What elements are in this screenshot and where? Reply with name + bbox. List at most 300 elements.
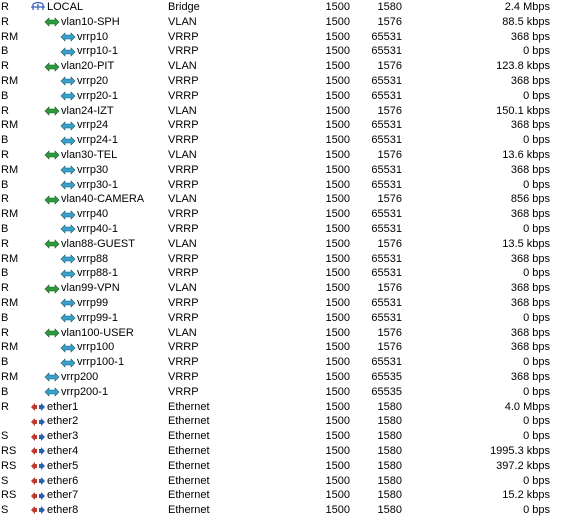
flags-cell: RM — [1, 30, 19, 43]
actual-mtu-cell: 1500 — [325, 370, 350, 383]
actual-mtu-cell: 1500 — [325, 208, 350, 221]
name-cell — [60, 118, 108, 133]
l2-mtu-cell: 65531 — [371, 356, 402, 369]
l2-mtu-cell: 1580 — [377, 504, 402, 517]
vlan-icon — [44, 16, 60, 28]
interface-row[interactable] — [0, 385, 562, 400]
tx-rate-cell: 368 bps — [510, 370, 550, 383]
l2-mtu-cell: 65535 — [371, 370, 402, 383]
interface-name: vrrp100-1 — [77, 356, 125, 369]
l2-mtu-cell: 65531 — [371, 89, 402, 102]
flags-cell: RM — [1, 208, 19, 221]
interface-name: ether8 — [47, 504, 79, 517]
type-cell: Ethernet — [168, 459, 210, 472]
interface-row[interactable] — [0, 459, 562, 474]
l2-mtu-cell: 65531 — [371, 311, 402, 324]
interface-row[interactable] — [0, 207, 562, 222]
tx-rate-cell: 368 bps — [510, 163, 550, 176]
interface-row[interactable] — [0, 281, 562, 296]
name-cell — [30, 488, 78, 503]
name-cell — [30, 459, 78, 474]
name-cell — [30, 474, 78, 489]
actual-mtu-cell: 1500 — [325, 489, 350, 502]
type-cell: VRRP — [168, 134, 199, 147]
bridge-icon — [30, 1, 46, 13]
vlan-icon — [44, 105, 60, 117]
type-cell: VLAN — [168, 104, 197, 117]
type-cell: Ethernet — [168, 415, 210, 428]
flags-cell: RM — [1, 252, 19, 265]
flags-cell: RM — [1, 119, 19, 132]
interface-row[interactable] — [0, 15, 562, 30]
tx-rate-cell: 397.2 kbps — [496, 459, 550, 472]
interface-name: vlan99-VPN — [61, 282, 120, 295]
name-cell — [44, 326, 134, 341]
type-cell: VRRP — [168, 296, 199, 309]
name-cell — [60, 163, 108, 178]
tx-rate-cell: 123.8 kbps — [496, 60, 550, 73]
flags-cell: RM — [1, 163, 19, 176]
interface-row[interactable] — [0, 222, 562, 237]
ethernet-icon — [30, 431, 46, 443]
l2-mtu-cell: 65531 — [371, 178, 402, 191]
actual-mtu-cell: 1500 — [325, 15, 350, 28]
actual-mtu-cell: 1500 — [325, 178, 350, 191]
l2-mtu-cell: 65531 — [371, 119, 402, 132]
flags-cell: B — [1, 45, 9, 58]
vrrp-icon — [60, 46, 76, 58]
tx-rate-cell: 368 bps — [510, 74, 550, 87]
actual-mtu-cell: 1500 — [325, 134, 350, 147]
name-cell — [44, 237, 135, 252]
actual-mtu-cell: 1500 — [325, 430, 350, 443]
interface-row[interactable] — [0, 355, 562, 370]
name-cell — [60, 222, 118, 237]
actual-mtu-cell: 1500 — [325, 89, 350, 102]
vrrp-icon — [60, 342, 76, 354]
name-cell — [60, 266, 118, 281]
name-cell — [44, 281, 120, 296]
ethernet-icon — [30, 460, 46, 472]
interface-row[interactable] — [0, 503, 562, 518]
actual-mtu-cell: 1500 — [325, 296, 350, 309]
interface-name: vrrp88-1 — [77, 267, 118, 280]
tx-rate-cell: 0 bps — [523, 385, 550, 398]
name-cell — [60, 207, 108, 222]
vlan-icon — [44, 283, 60, 295]
tx-rate-cell: 368 bps — [510, 208, 550, 221]
l2-mtu-cell: 1576 — [377, 341, 402, 354]
l2-mtu-cell: 65531 — [371, 222, 402, 235]
interface-row[interactable] — [0, 163, 562, 178]
vrrp-icon — [60, 75, 76, 87]
interface-name: vrrp200-1 — [61, 385, 109, 398]
actual-mtu-cell: 1500 — [325, 341, 350, 354]
interface-row[interactable] — [0, 311, 562, 326]
flags-cell: RM — [1, 370, 19, 383]
actual-mtu-cell: 1500 — [325, 148, 350, 161]
l2-mtu-cell: 1580 — [377, 400, 402, 413]
interface-name: vrrp24-1 — [77, 134, 118, 147]
interface-name: ether1 — [47, 400, 79, 413]
vrrp-icon — [60, 179, 76, 191]
interface-name: LOCAL — [47, 1, 84, 13]
flags-cell: R — [1, 193, 9, 206]
actual-mtu-cell: 1500 — [325, 45, 350, 58]
interface-name: vlan20-PIT — [61, 60, 115, 73]
vrrp-icon — [60, 312, 76, 324]
actual-mtu-cell: 1500 — [325, 504, 350, 517]
tx-rate-cell: 0 bps — [523, 134, 550, 147]
interface-name: vrrp20-1 — [77, 89, 118, 102]
type-cell: Ethernet — [168, 474, 210, 487]
interface-name: ether5 — [47, 459, 79, 472]
tx-rate-cell: 13.6 kbps — [502, 148, 550, 161]
actual-mtu-cell: 1500 — [325, 193, 350, 206]
l2-mtu-cell: 65531 — [371, 134, 402, 147]
flags-cell: B — [1, 89, 9, 102]
name-cell — [44, 15, 120, 30]
ethernet-icon — [30, 445, 46, 457]
tx-rate-cell: 0 bps — [523, 45, 550, 58]
tx-rate-cell: 368 bps — [510, 341, 550, 354]
tx-rate-cell: 88.5 kbps — [502, 15, 550, 28]
name-cell — [60, 178, 118, 193]
flags-cell: R — [1, 1, 9, 13]
flags-cell: R — [1, 326, 9, 339]
name-cell — [30, 414, 78, 429]
l2-mtu-cell: 65531 — [371, 30, 402, 43]
flags-cell: B — [1, 222, 9, 235]
name-cell — [44, 59, 114, 74]
interface-name: ether3 — [47, 430, 79, 443]
actual-mtu-cell: 1500 — [325, 444, 350, 457]
vrrp-icon — [44, 386, 60, 398]
interface-row[interactable] — [0, 89, 562, 104]
l2-mtu-cell: 65535 — [371, 385, 402, 398]
l2-mtu-cell: 65531 — [371, 74, 402, 87]
interface-name: ether4 — [47, 444, 79, 457]
interface-row[interactable] — [0, 266, 562, 281]
interface-name: vrrp20 — [77, 74, 109, 87]
type-cell: VRRP — [168, 222, 199, 235]
actual-mtu-cell: 1500 — [325, 356, 350, 369]
type-cell: VRRP — [168, 163, 199, 176]
actual-mtu-cell: 1500 — [325, 267, 350, 280]
ethernet-icon — [30, 416, 46, 428]
interface-row[interactable] — [0, 178, 562, 193]
actual-mtu-cell: 1500 — [325, 474, 350, 487]
l2-mtu-cell: 1576 — [377, 237, 402, 250]
l2-mtu-cell: 65531 — [371, 252, 402, 265]
interface-row[interactable] — [0, 104, 562, 119]
type-cell: VRRP — [168, 356, 199, 369]
interface-row[interactable] — [0, 30, 562, 45]
l2-mtu-cell: 1576 — [377, 15, 402, 28]
name-cell — [60, 133, 118, 148]
type-cell: Bridge — [168, 1, 200, 13]
interface-row[interactable] — [0, 296, 562, 311]
name-cell — [30, 444, 78, 459]
tx-rate-cell: 0 bps — [523, 474, 550, 487]
name-cell — [60, 89, 118, 104]
type-cell: Ethernet — [168, 489, 210, 502]
interface-name: vrrp99 — [77, 296, 109, 309]
type-cell: VRRP — [168, 89, 199, 102]
vlan-icon — [44, 194, 60, 206]
interface-row[interactable] — [0, 237, 562, 252]
l2-mtu-cell: 1580 — [377, 489, 402, 502]
interface-row[interactable] — [0, 74, 562, 89]
flags-cell: B — [1, 356, 9, 369]
type-cell: VLAN — [168, 237, 197, 250]
vrrp-icon — [60, 357, 76, 369]
interface-name: vrrp30-1 — [77, 178, 118, 191]
actual-mtu-cell: 1500 — [325, 385, 350, 398]
interface-row[interactable] — [0, 118, 562, 133]
actual-mtu-cell: 1500 — [325, 30, 350, 43]
l2-mtu-cell: 1580 — [377, 415, 402, 428]
tx-rate-cell: 368 bps — [510, 296, 550, 309]
name-cell — [44, 370, 98, 385]
type-cell: Ethernet — [168, 504, 210, 517]
interface-row[interactable] — [0, 370, 562, 385]
l2-mtu-cell: 1576 — [377, 326, 402, 339]
actual-mtu-cell: 1500 — [325, 60, 350, 73]
interface-name: vlan10-SPH — [61, 15, 120, 28]
type-cell: VRRP — [168, 385, 199, 398]
tx-rate-cell: 368 bps — [510, 252, 550, 265]
flags-cell: B — [1, 134, 9, 147]
type-cell: VRRP — [168, 341, 199, 354]
flags-cell: R — [1, 282, 9, 295]
l2-mtu-cell: 65531 — [371, 163, 402, 176]
name-cell — [60, 74, 108, 89]
l2-mtu-cell: 1576 — [377, 282, 402, 295]
actual-mtu-cell: 1500 — [325, 252, 350, 265]
type-cell: VRRP — [168, 370, 199, 383]
l2-mtu-cell: 1580 — [377, 459, 402, 472]
l2-mtu-cell: 1576 — [377, 104, 402, 117]
flags-cell: R — [1, 148, 9, 161]
flags-cell: RM — [1, 296, 19, 309]
tx-rate-cell: 368 bps — [510, 282, 550, 295]
vrrp-icon — [44, 371, 60, 383]
actual-mtu-cell: 1500 — [325, 415, 350, 428]
tx-rate-cell: 0 bps — [523, 311, 550, 324]
vlan-icon — [44, 238, 60, 250]
actual-mtu-cell: 1500 — [325, 459, 350, 472]
name-cell — [60, 355, 124, 370]
interface-name: vlan30-TEL — [61, 148, 118, 161]
interface-name: vlan88-GUEST — [61, 237, 135, 250]
name-cell — [30, 0, 83, 15]
tx-rate-cell: 368 bps — [510, 326, 550, 339]
interface-row[interactable] — [0, 133, 562, 148]
type-cell: VRRP — [168, 45, 199, 58]
actual-mtu-cell: 1500 — [325, 1, 350, 13]
actual-mtu-cell: 1500 — [325, 311, 350, 324]
name-cell — [44, 192, 144, 207]
type-cell: VRRP — [168, 252, 199, 265]
l2-mtu-cell: 1580 — [377, 1, 402, 13]
actual-mtu-cell: 1500 — [325, 237, 350, 250]
tx-rate-cell: 368 bps — [510, 30, 550, 43]
vlan-icon — [44, 327, 60, 339]
interface-row[interactable] — [0, 488, 562, 503]
type-cell: VRRP — [168, 311, 199, 324]
interface-name: vlan40-CAMERA — [61, 193, 145, 206]
actual-mtu-cell: 1500 — [325, 326, 350, 339]
tx-rate-cell: 0 bps — [523, 178, 550, 191]
l2-mtu-cell: 65531 — [371, 296, 402, 309]
vrrp-icon — [60, 223, 76, 235]
type-cell: VRRP — [168, 74, 199, 87]
flags-cell: S — [1, 504, 9, 517]
interface-row[interactable] — [0, 252, 562, 267]
name-cell — [30, 429, 78, 444]
tx-rate-cell: 368 bps — [510, 119, 550, 132]
interface-row[interactable] — [0, 192, 562, 207]
ethernet-icon — [30, 401, 46, 413]
interface-name: vrrp10 — [77, 30, 109, 43]
interface-name: vlan24-IZT — [61, 104, 114, 117]
name-cell — [60, 252, 108, 267]
flags-cell: B — [1, 311, 9, 324]
type-cell: VLAN — [168, 282, 197, 295]
interface-row[interactable] — [0, 429, 562, 444]
tx-rate-cell: 2.4 Mbps — [504, 1, 550, 13]
vrrp-icon — [60, 253, 76, 265]
interface-row[interactable] — [0, 444, 562, 459]
flags-cell: R — [1, 237, 9, 250]
actual-mtu-cell: 1500 — [325, 282, 350, 295]
type-cell: Ethernet — [168, 400, 210, 413]
l2-mtu-cell: 65531 — [371, 208, 402, 221]
ethernet-icon — [30, 490, 46, 502]
flags-cell: RM — [1, 341, 19, 354]
interface-name: vrrp24 — [77, 119, 109, 132]
tx-rate-cell: 4.0 Mbps — [504, 400, 550, 413]
actual-mtu-cell: 1500 — [325, 163, 350, 176]
tx-rate-cell: 150.1 kbps — [496, 104, 550, 117]
interface-name: ether6 — [47, 474, 79, 487]
tx-rate-cell: 0 bps — [523, 430, 550, 443]
interface-row[interactable] — [0, 0, 562, 15]
l2-mtu-cell: 1580 — [377, 444, 402, 457]
vrrp-icon — [60, 90, 76, 102]
name-cell — [60, 44, 118, 59]
interface-row[interactable] — [0, 400, 562, 415]
name-cell — [60, 311, 118, 326]
actual-mtu-cell: 1500 — [325, 119, 350, 132]
l2-mtu-cell: 1580 — [377, 474, 402, 487]
actual-mtu-cell: 1500 — [325, 222, 350, 235]
interface-row[interactable] — [0, 326, 562, 341]
name-cell — [44, 385, 108, 400]
type-cell: VRRP — [168, 178, 199, 191]
interface-row[interactable] — [0, 340, 562, 355]
type-cell: VLAN — [168, 15, 197, 28]
interface-row[interactable] — [0, 474, 562, 489]
tx-rate-cell: 0 bps — [523, 222, 550, 235]
l2-mtu-cell: 1580 — [377, 430, 402, 443]
tx-rate-cell: 1995.3 kbps — [490, 444, 550, 457]
interface-name: vlan100-USER — [61, 326, 134, 339]
type-cell: VLAN — [168, 326, 197, 339]
tx-rate-cell: 856 bps — [510, 193, 550, 206]
interface-row[interactable] — [0, 44, 562, 59]
flags-cell: S — [1, 430, 9, 443]
flags-cell: RS — [1, 459, 17, 472]
name-cell — [60, 30, 108, 45]
interface-name: vrrp88 — [77, 252, 109, 265]
vrrp-icon — [60, 164, 76, 176]
l2-mtu-cell: 1576 — [377, 193, 402, 206]
flags-cell: RS — [1, 444, 17, 457]
flags-cell: RS — [1, 489, 17, 502]
interface-row[interactable] — [0, 59, 562, 74]
interface-name: ether7 — [47, 489, 79, 502]
interface-name: vrrp40-1 — [77, 222, 118, 235]
vrrp-icon — [60, 209, 76, 221]
interface-row[interactable] — [0, 414, 562, 429]
interface-name: vrrp10-1 — [77, 45, 118, 58]
interface-row[interactable] — [0, 148, 562, 163]
interface-name: vrrp200 — [61, 370, 99, 383]
vrrp-icon — [60, 135, 76, 147]
vrrp-icon — [60, 297, 76, 309]
flags-cell: RM — [1, 74, 19, 87]
tx-rate-cell: 0 bps — [523, 356, 550, 369]
tx-rate-cell: 0 bps — [523, 415, 550, 428]
tx-rate-cell: 13.5 kbps — [502, 237, 550, 250]
actual-mtu-cell: 1500 — [325, 104, 350, 117]
interface-name: vrrp40 — [77, 208, 109, 221]
type-cell: VRRP — [168, 30, 199, 43]
type-cell: Ethernet — [168, 444, 210, 457]
flags-cell: R — [1, 15, 9, 28]
type-cell: VLAN — [168, 60, 197, 73]
type-cell: VLAN — [168, 193, 197, 206]
flags-cell: R — [1, 60, 9, 73]
type-cell: VRRP — [168, 208, 199, 221]
name-cell — [60, 340, 114, 355]
tx-rate-cell: 0 bps — [523, 267, 550, 280]
interface-name: ether2 — [47, 415, 79, 428]
tx-rate-cell: 0 bps — [523, 504, 550, 517]
name-cell — [44, 148, 117, 163]
name-cell — [30, 503, 78, 518]
actual-mtu-cell: 1500 — [325, 400, 350, 413]
vrrp-icon — [60, 31, 76, 43]
type-cell: VLAN — [168, 148, 197, 161]
tx-rate-cell: 0 bps — [523, 89, 550, 102]
flags-cell: B — [1, 385, 9, 398]
actual-mtu-cell: 1500 — [325, 74, 350, 87]
flags-cell: R — [1, 400, 9, 413]
flags-cell: B — [1, 267, 9, 280]
type-cell: Ethernet — [168, 430, 210, 443]
vlan-icon — [44, 149, 60, 161]
ethernet-icon — [30, 475, 46, 487]
flags-cell: B — [1, 178, 9, 191]
interface-name: vrrp30 — [77, 163, 109, 176]
type-cell: VRRP — [168, 267, 199, 280]
l2-mtu-cell: 65531 — [371, 267, 402, 280]
l2-mtu-cell: 1576 — [377, 60, 402, 73]
name-cell — [30, 400, 78, 415]
